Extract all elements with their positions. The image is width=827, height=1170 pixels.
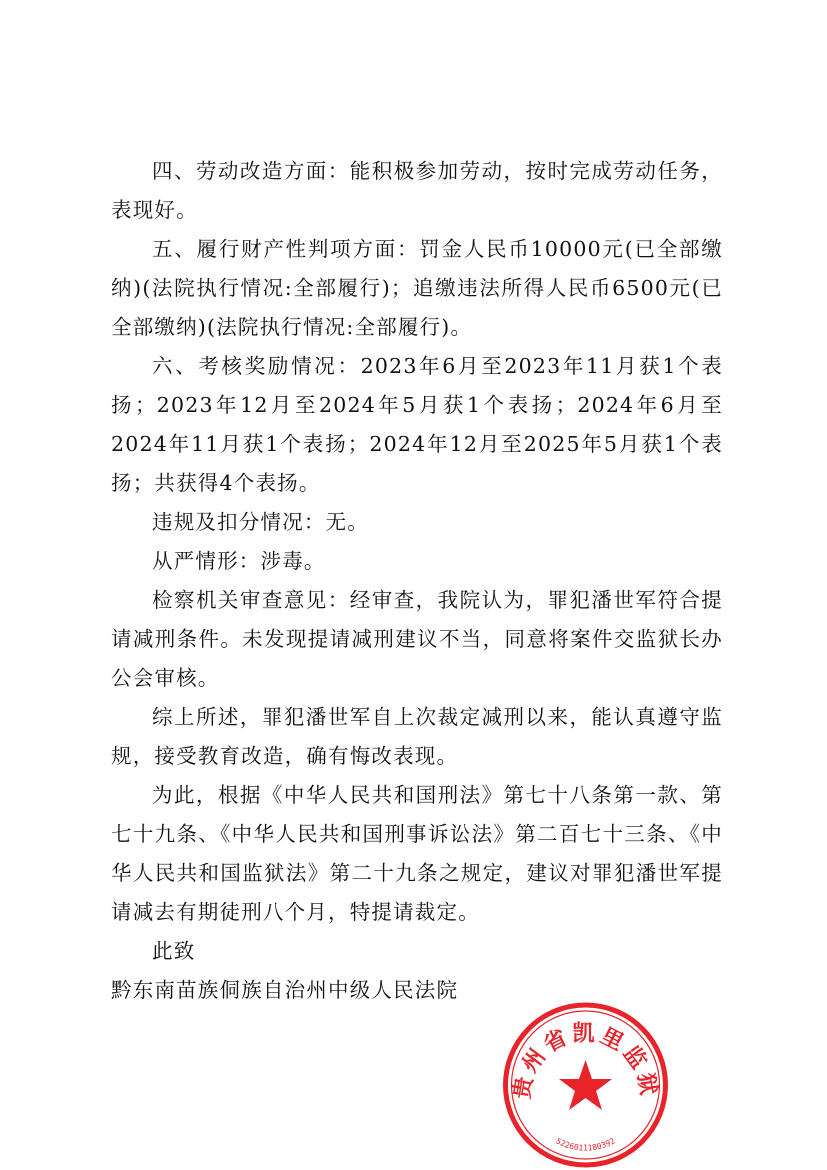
paragraph-labor: 四、劳动改造方面：能积极参加劳动，按时完成劳动任务，表现好。: [111, 159, 723, 222]
paragraph-strict: 从严情形：涉毒。: [152, 549, 326, 573]
recipient-court: 黔东南苗族侗族自治州中级人民法院: [111, 978, 459, 1002]
paragraph-violations: 违规及扣分情况：无。: [152, 510, 369, 534]
official-seal: [498, 1000, 673, 1170]
paragraph-procuratorate: 检察机关审查意见：经审查，我院认为，罪犯潘世军符合提请减刑条件。未发现提请减刑建议不当，同意将案件交监狱长办公会审核。: [111, 588, 723, 690]
paragraph-summary: 综上所述，罪犯潘世军自上次裁定减刑以来，能认真遵守监规，接受教育改造，确有悔改表现。: [111, 705, 723, 768]
paragraph-rewards: 六、考核奖励情况：2023年6月至2023年11月获1个表扬；2023年12月至2024年5月获1个表扬；2024年6月至2024年11月获1个表扬；2024年12月至2025年5月获1个表扬；共获得4个表扬。: [111, 354, 723, 495]
paragraph-legal-basis: 为此，根据《中华人民共和国刑法》第七十八条第一款、第七十九条、《中华人民共和国刑事诉讼法》第二百七十三条、《中华人民共和国监狱法》第二十九条之规定，建议对罪犯潘世军提请减去有期徒刑八个月，特提请裁定。: [111, 783, 723, 924]
seal-number: [554, 1136, 616, 1152]
seal-number-path: 5226011180392: [554, 1136, 617, 1153]
seal-star-icon: [559, 1060, 612, 1110]
paragraph-property: 五、履行财产性判项方面：罚金人民币10000元(已全部缴纳)(法院执行情况:全部履行)；追缴违法所得人民币6500元(已全部缴纳)(法院执行情况:全部履行)。: [111, 237, 723, 339]
paragraph-salutation: 此致: [152, 939, 196, 963]
seal-text-path: 贵州省凯里监狱: [508, 1020, 663, 1101]
